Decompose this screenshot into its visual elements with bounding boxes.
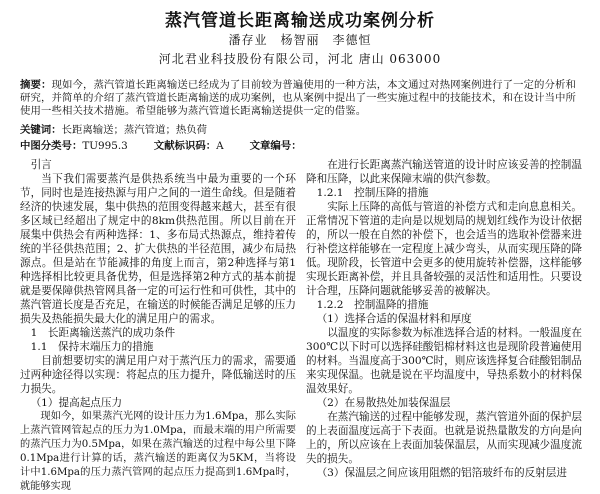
section-heading: 1.1 保持末端压力的措施 [30, 341, 154, 353]
paper-authors: 潘存业 杨智丽 李德恒 [228, 33, 372, 47]
section-heading: （1）提高起点压力 [30, 397, 123, 409]
section-heading: （3）保温层之间应该用阻燃的铝箔玻纤布的反射层进 [316, 467, 567, 479]
abstract [20, 79, 580, 118]
article-label: 文章编号： [249, 140, 302, 152]
doc-value: A [216, 140, 224, 152]
right-column [306, 158, 582, 479]
abstract-label: 摘要： [20, 79, 52, 91]
section-heading: 引言 [30, 159, 52, 171]
section-heading: 1.2.1 控制压降的措施 [316, 187, 429, 199]
abstract-text: 现如今，蒸汽管道长距离输送已经成为了目前较为普遍使用的一种方法，本文通过对热网案例进行了一定的分析和研究，并简单的介绍了蒸汽管道长距离输送的成功案例，也从案例中提出了一些实施过程中的技能技术，和在设计当中所使用一些相关技术措施。希望能够为蒸汽管道长距离输送提供一定的借鉴。 [20, 79, 577, 117]
section-heading: 1.2.2 控制温降的措施 [316, 299, 429, 311]
body-paragraph: 现如今，如果蒸汽光网的设计压力为1.6Mpa，那么实际上蒸汽管网管起点的压力为1.0Mpa，而最末端的用户所需要的蒸汽压力为0.5Mpa，如果在蒸汽输送的过程中每公里下降0.1Mpa进行计算的话，蒸汽输送的距离仅为5KM，当将设计中1.6Mpa的压力蒸汽管网的起点压力提高到1.6Mpa时，就能够实现 [20, 411, 296, 492]
left-column [20, 158, 296, 492]
paper-title: 蒸汽管道长距离输送成功案例分析 [165, 11, 435, 31]
section-heading: （2）在易散热处加装保温层 [316, 397, 451, 409]
keywords-label: 关键词： [20, 124, 62, 136]
class-value: TU995.3 [82, 140, 128, 152]
class-label: 中图分类号： [20, 140, 83, 152]
keywords-text: 长距离输送；蒸汽管道；热负荷 [61, 124, 208, 136]
paper-affiliation: 河北君业科技股份有限公司，河北 唐山 063000 [158, 52, 442, 66]
section-heading: 1 长距离输送蒸汽的成功条件 [30, 327, 176, 339]
section-heading: （1）选择合适的保温材料和厚度 [316, 313, 472, 325]
body-paragraph: 目前想要切实的满足用户对于蒸汽压力的需求，需要通过两种途径得以实现：将起点的压力提升，降低输送时的压力损失。 [20, 355, 296, 395]
body-paragraph: 以温度的实际参数为标准选择合适的材料。一般温度在300℃以下时可以选择硅酸铝棉材料这也是现阶段普遍使用的材料。当温度高于300℃时，则应该选择复合硅酸铝制品来实现保温。也就是说在平均温度中，导热系数小的材料保温效果好。 [306, 327, 582, 395]
body-paragraph: 在进行长距离蒸汽输送管道的设计时应该妥善的控制温降和压降，以此来保障末端的供汽参数。 [306, 159, 582, 185]
body-paragraph: 在蒸汽输送的过程中能够发现，蒸汽管道外面的保护层的上表面温度远高于下表面。也就是说热量散发的方向是向上的，所以应该在上表面加装保温层，从而实现减少温度流失的损失。 [306, 411, 582, 465]
keywords [20, 124, 580, 137]
doc-label: 文献标识码： [153, 140, 217, 152]
body-paragraph: 实际上压降的高低与管道的补偿方式和走向息息相关。正常情况下管道的走向是以规划局的规划红线作为设计依据的，所以一般在自然的补偿下，也会适当的选取补偿器来进行补偿这样能够在一定程度上减少弯头，从而实现压降的降低。现阶段，长管道中会更多的使用旋转补偿器，这样能够实现长距离补偿，并且具备较强的灵活性和适用性。只要设计合理，压降问题就能够妥善的被解决。 [306, 201, 582, 297]
body-paragraph: 当下我们需要蒸汽是供热系统当中最为重要的一个环节，同时也是连接热源与用户之间的一道生命线。但是随着经济的快速发展，集中供热的范围变得越来越大，甚至有很多区域已经超出了规定中的8km供热范围。所以目前在开展集中供热会有两种选择：1、多布局式热源点，维持着传统的半径供热范围；2、扩大供热的半径范围，减少布局热源点。但是站在节能减排的角度上而言，第2种选择与第1种选择相比较更具备优势，但是选择第2种方式的基本前提就是要保障供热管网具备一定的可运行性和可供性，其中的蒸汽管道长度是否充足，在输送的时候能否满足足够的压力损失及热能损失最大化的满足用户的需求。 [20, 173, 296, 325]
classification-line [20, 140, 580, 153]
